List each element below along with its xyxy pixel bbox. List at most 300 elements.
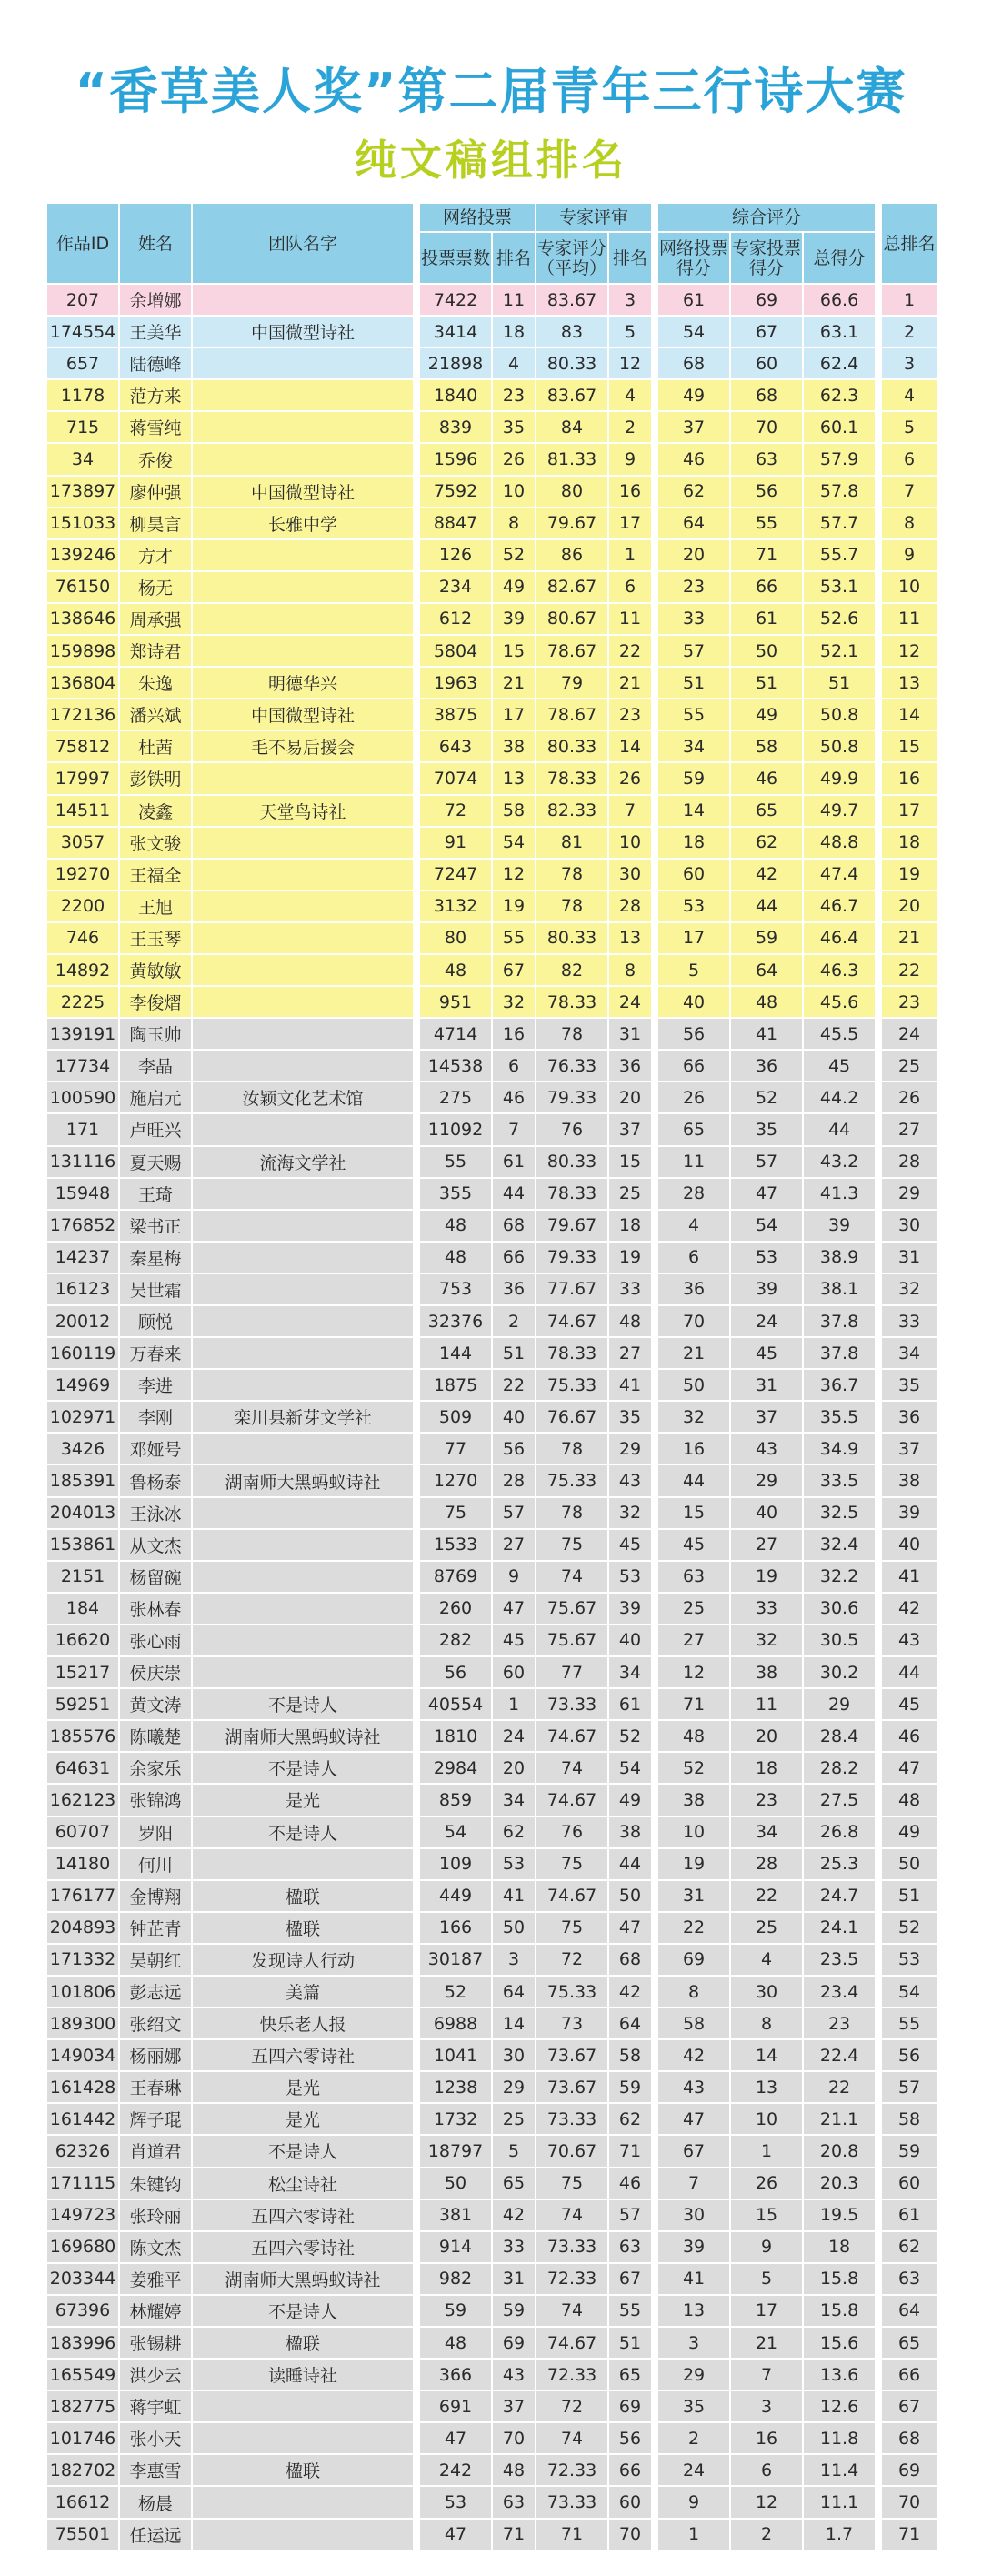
cell-id: 169680	[46, 2231, 119, 2263]
cell-expert-points: 1	[730, 2135, 803, 2167]
cell-total: 28.4	[803, 1720, 876, 1752]
cell-total: 15.8	[803, 2295, 876, 2327]
cell-expert-points: 10	[730, 2103, 803, 2135]
cell-online-score: 34	[657, 730, 730, 762]
cell-expert-rank: 33	[608, 1273, 652, 1305]
cell-online-rank: 12	[492, 859, 536, 891]
cell-id: 62326	[46, 2135, 119, 2167]
cell-team: 湖南师大黑蚂蚁诗社	[192, 1720, 414, 1752]
cell-online-rank: 59	[492, 2295, 536, 2327]
cell-name: 张玲丽	[119, 2199, 192, 2231]
cell-expert-rank: 56	[608, 2422, 652, 2454]
table-row	[46, 667, 937, 699]
cell-total: 25.3	[803, 1848, 876, 1880]
cell-online-score: 35	[657, 2390, 730, 2422]
table-row	[46, 699, 937, 730]
table-row	[46, 1178, 937, 1210]
cell-votes: 47	[419, 2422, 492, 2454]
cell-final-rank: 55	[881, 2007, 937, 2039]
cell-online-score: 54	[657, 316, 730, 347]
cell-total: 44.2	[803, 1082, 876, 1113]
cell-votes: 80	[419, 922, 492, 954]
cell-online-rank: 34	[492, 1784, 536, 1816]
cell-total: 23.4	[803, 1976, 876, 2007]
cell-expert-points: 9	[730, 2231, 803, 2263]
cell-expert-rank: 41	[608, 1369, 652, 1401]
cell-votes: 8847	[419, 508, 492, 539]
cell-id: 64631	[46, 1752, 119, 1784]
cell-votes: 7074	[419, 762, 492, 794]
cell-votes: 7247	[419, 859, 492, 891]
cell-expert-rank: 23	[608, 699, 652, 730]
cell-name: 姜雅平	[119, 2263, 192, 2295]
cell-expert-rank: 65	[608, 2359, 652, 2390]
cell-expert-score: 79.67	[536, 1210, 608, 1242]
cell-expert-score: 72.33	[536, 2359, 608, 2390]
cell-online-score: 46	[657, 443, 730, 475]
cell-online-score: 24	[657, 2454, 730, 2486]
cell-expert-points: 55	[730, 508, 803, 539]
table-row	[46, 2007, 937, 2039]
cell-online-score: 44	[657, 1464, 730, 1496]
cell-team: 是光	[192, 2071, 414, 2103]
cell-total: 30.6	[803, 1593, 876, 1625]
cell-total: 39	[803, 1210, 876, 1242]
cell-team: 是光	[192, 1784, 414, 1816]
cell-expert-score: 81	[536, 827, 608, 859]
cell-expert-points: 60	[730, 347, 803, 379]
cell-expert-rank: 31	[608, 1018, 652, 1050]
cell-final-rank: 65	[881, 2327, 937, 2359]
cell-name: 李俊熠	[119, 986, 192, 1018]
cell-online-rank: 17	[492, 699, 536, 730]
cell-id: 131116	[46, 1146, 119, 1178]
cell-expert-rank: 14	[608, 730, 652, 762]
cell-online-score: 37	[657, 411, 730, 443]
cell-expert-rank: 55	[608, 2295, 652, 2327]
cell-online-score: 33	[657, 603, 730, 635]
table-row	[46, 571, 937, 603]
cell-final-rank: 26	[881, 1082, 937, 1113]
cell-final-rank: 4	[881, 379, 937, 411]
cell-id: 67396	[46, 2295, 119, 2327]
cell-online-rank: 25	[492, 2103, 536, 2135]
cell-id: 185576	[46, 1720, 119, 1752]
cell-online-score: 43	[657, 2071, 730, 2103]
cell-team	[192, 284, 414, 316]
cell-online-score: 26	[657, 1082, 730, 1113]
cell-name: 范方来	[119, 379, 192, 411]
cell-final-rank: 44	[881, 1656, 937, 1688]
cell-final-rank: 70	[881, 2486, 937, 2518]
cell-total: 26.8	[803, 1816, 876, 1848]
cell-id: 138646	[46, 603, 119, 635]
cell-id: 149723	[46, 2199, 119, 2231]
cell-online-score: 62	[657, 476, 730, 508]
cell-online-score: 29	[657, 2359, 730, 2390]
table-row	[46, 2486, 937, 2518]
cell-total: 36.7	[803, 1369, 876, 1401]
cell-votes: 48	[419, 1242, 492, 1273]
cell-expert-points: 63	[730, 443, 803, 475]
cell-expert-rank: 66	[608, 2454, 652, 2486]
cell-expert-points: 62	[730, 827, 803, 859]
cell-online-score: 51	[657, 667, 730, 699]
table-row	[46, 1146, 937, 1178]
cell-votes: 381	[419, 2199, 492, 2231]
cell-total: 15.6	[803, 2327, 876, 2359]
cell-online-rank: 69	[492, 2327, 536, 2359]
cell-expert-rank: 54	[608, 1752, 652, 1784]
cell-expert-points: 49	[730, 699, 803, 730]
header-votes: 投票票数	[419, 232, 492, 284]
cell-online-rank: 40	[492, 1401, 536, 1433]
cell-expert-score: 73.33	[536, 2103, 608, 2135]
header-name: 姓名	[119, 203, 192, 284]
cell-final-rank: 3	[881, 347, 937, 379]
table-row	[46, 2390, 937, 2422]
cell-team	[192, 2390, 414, 2422]
cell-expert-points: 44	[730, 891, 803, 922]
cell-expert-score: 75	[536, 1912, 608, 1944]
cell-online-score: 61	[657, 284, 730, 316]
cell-name: 朱逸	[119, 667, 192, 699]
cell-team	[192, 411, 414, 443]
cell-name: 杨丽娜	[119, 2039, 192, 2071]
cell-votes: 8769	[419, 1561, 492, 1593]
cell-expert-points: 17	[730, 2295, 803, 2327]
cell-name: 陈曦楚	[119, 1720, 192, 1752]
cell-expert-points: 68	[730, 379, 803, 411]
cell-team: 松尘诗社	[192, 2168, 414, 2199]
cell-expert-points: 32	[730, 1625, 803, 1656]
cell-online-rank: 60	[492, 1656, 536, 1688]
cell-name: 罗阳	[119, 1816, 192, 1848]
table-row	[46, 347, 937, 379]
cell-votes: 11092	[419, 1113, 492, 1145]
cell-expert-rank: 70	[608, 2519, 652, 2551]
cell-final-rank: 33	[881, 1305, 937, 1337]
cell-expert-score: 83.67	[536, 284, 608, 316]
table-row	[46, 827, 937, 859]
cell-final-rank: 16	[881, 762, 937, 794]
cell-name: 从文杰	[119, 1529, 192, 1561]
cell-id: 183996	[46, 2327, 119, 2359]
cell-expert-score: 82.67	[536, 571, 608, 603]
cell-id: 746	[46, 922, 119, 954]
cell-final-rank: 45	[881, 1688, 937, 1720]
cell-final-rank: 15	[881, 730, 937, 762]
cell-online-score: 11	[657, 1146, 730, 1178]
cell-id: 2200	[46, 891, 119, 922]
cell-expert-rank: 50	[608, 1880, 652, 1912]
cell-expert-score: 78.33	[536, 986, 608, 1018]
cell-final-rank: 50	[881, 1848, 937, 1880]
cell-final-rank: 36	[881, 1401, 937, 1433]
cell-expert-score: 80.33	[536, 347, 608, 379]
cell-online-score: 66	[657, 1050, 730, 1082]
cell-online-score: 13	[657, 2295, 730, 2327]
cell-name: 廖仲强	[119, 476, 192, 508]
cell-team: 不是诗人	[192, 1752, 414, 1784]
cell-expert-score: 83.67	[536, 379, 608, 411]
cell-id: 100590	[46, 1082, 119, 1113]
cell-name: 方才	[119, 539, 192, 571]
table-row	[46, 635, 937, 667]
cell-name: 李晶	[119, 1050, 192, 1082]
cell-expert-points: 59	[730, 922, 803, 954]
cell-online-score: 49	[657, 379, 730, 411]
cell-votes: 3414	[419, 316, 492, 347]
cell-total: 63.1	[803, 316, 876, 347]
cell-online-rank: 66	[492, 1242, 536, 1273]
cell-total: 11.4	[803, 2454, 876, 2486]
cell-id: 2225	[46, 986, 119, 1018]
cell-votes: 1596	[419, 443, 492, 475]
cell-expert-points: 38	[730, 1656, 803, 1688]
cell-total: 20.8	[803, 2135, 876, 2167]
cell-expert-points: 7	[730, 2359, 803, 2390]
cell-expert-rank: 36	[608, 1050, 652, 1082]
cell-expert-rank: 59	[608, 2071, 652, 2103]
cell-online-rank: 8	[492, 508, 536, 539]
cell-expert-rank: 17	[608, 508, 652, 539]
cell-total: 53.1	[803, 571, 876, 603]
cell-name: 周承强	[119, 603, 192, 635]
cell-final-rank: 62	[881, 2231, 937, 2263]
cell-online-score: 12	[657, 1656, 730, 1688]
cell-id: 715	[46, 411, 119, 443]
header-online-group: 网络投票	[419, 203, 536, 232]
cell-votes: 753	[419, 1273, 492, 1305]
cell-expert-rank: 53	[608, 1561, 652, 1593]
cell-online-score: 40	[657, 986, 730, 1018]
cell-expert-rank: 11	[608, 603, 652, 635]
cell-expert-score: 73.67	[536, 2071, 608, 2103]
cell-votes: 914	[419, 2231, 492, 2263]
cell-id: 657	[46, 347, 119, 379]
cell-votes: 1270	[419, 1464, 492, 1496]
cell-expert-points: 13	[730, 2071, 803, 2103]
cell-online-score: 63	[657, 1561, 730, 1593]
cell-team	[192, 827, 414, 859]
table-row	[46, 1561, 937, 1593]
cell-expert-score: 78.33	[536, 1178, 608, 1210]
cell-online-rank: 62	[492, 1816, 536, 1848]
cell-id: 139246	[46, 539, 119, 571]
cell-expert-score: 70.67	[536, 2135, 608, 2167]
cell-team	[192, 1273, 414, 1305]
cell-name: 秦星梅	[119, 1242, 192, 1273]
cell-expert-score: 72.33	[536, 2263, 608, 2295]
cell-name: 乔俊	[119, 443, 192, 475]
cell-id: 136804	[46, 667, 119, 699]
cell-votes: 1533	[419, 1529, 492, 1561]
cell-team: 中国微型诗社	[192, 316, 414, 347]
cell-expert-points: 36	[730, 1050, 803, 1082]
cell-online-rank: 57	[492, 1497, 536, 1529]
cell-id: 15948	[46, 1178, 119, 1210]
cell-expert-rank: 30	[608, 859, 652, 891]
table-row	[46, 1944, 937, 1976]
cell-final-rank: 32	[881, 1273, 937, 1305]
table-row	[46, 2039, 937, 2071]
cell-total: 66.6	[803, 284, 876, 316]
cell-votes: 449	[419, 1880, 492, 1912]
cell-total: 37.8	[803, 1305, 876, 1337]
cell-online-score: 22	[657, 1912, 730, 1944]
table-row	[46, 284, 937, 316]
table-body	[46, 284, 937, 2551]
cell-final-rank: 1	[881, 284, 937, 316]
cell-name: 王琦	[119, 1178, 192, 1210]
cell-online-rank: 54	[492, 827, 536, 859]
cell-id: 16612	[46, 2486, 119, 2518]
cell-expert-points: 57	[730, 1146, 803, 1178]
cell-expert-points: 11	[730, 1688, 803, 1720]
cell-expert-points: 52	[730, 1082, 803, 1113]
cell-online-score: 30	[657, 2199, 730, 2231]
cell-online-score: 5	[657, 954, 730, 986]
cell-total: 50.8	[803, 730, 876, 762]
cell-online-rank: 43	[492, 2359, 536, 2390]
cell-expert-rank: 22	[608, 635, 652, 667]
cell-expert-rank: 34	[608, 1656, 652, 1688]
cell-expert-rank: 61	[608, 1688, 652, 1720]
cell-online-score: 52	[657, 1752, 730, 1784]
cell-online-score: 18	[657, 827, 730, 859]
cell-expert-score: 75	[536, 1529, 608, 1561]
cell-online-rank: 46	[492, 1082, 536, 1113]
cell-votes: 839	[419, 411, 492, 443]
table-row	[46, 2295, 937, 2327]
cell-expert-points: 23	[730, 1784, 803, 1816]
cell-expert-points: 8	[730, 2007, 803, 2039]
cell-expert-rank: 68	[608, 1944, 652, 1976]
cell-expert-score: 74.67	[536, 1784, 608, 1816]
cell-online-score: 47	[657, 2103, 730, 2135]
cell-team	[192, 1625, 414, 1656]
cell-final-rank: 37	[881, 1433, 937, 1464]
cell-expert-rank: 28	[608, 891, 652, 922]
cell-team: 不是诗人	[192, 1816, 414, 1848]
cell-expert-score: 74	[536, 1752, 608, 1784]
cell-id: 151033	[46, 508, 119, 539]
cell-votes: 50	[419, 2168, 492, 2199]
cell-expert-points: 21	[730, 2327, 803, 2359]
cell-expert-points: 29	[730, 1464, 803, 1496]
cell-total: 43.2	[803, 1146, 876, 1178]
cell-final-rank: 6	[881, 443, 937, 475]
cell-total: 49.9	[803, 762, 876, 794]
cell-name: 蒋雪纯	[119, 411, 192, 443]
cell-expert-points: 42	[730, 859, 803, 891]
cell-id: 3426	[46, 1433, 119, 1464]
cell-votes: 2984	[419, 1752, 492, 1784]
cell-team	[192, 2422, 414, 2454]
cell-online-rank: 5	[492, 2135, 536, 2167]
cell-expert-score: 79.33	[536, 1082, 608, 1113]
cell-id: 161428	[46, 2071, 119, 2103]
cell-name: 李刚	[119, 1401, 192, 1433]
cell-expert-score: 75.33	[536, 1369, 608, 1401]
cell-expert-rank: 49	[608, 1784, 652, 1816]
cell-expert-points: 70	[730, 411, 803, 443]
cell-team	[192, 922, 414, 954]
cell-team	[192, 571, 414, 603]
cell-online-score: 60	[657, 859, 730, 891]
cell-total: 13.6	[803, 2359, 876, 2390]
cell-expert-points: 56	[730, 476, 803, 508]
cell-final-rank: 21	[881, 922, 937, 954]
cell-votes: 282	[419, 1625, 492, 1656]
cell-final-rank: 59	[881, 2135, 937, 2167]
cell-expert-points: 30	[730, 1976, 803, 2007]
cell-team	[192, 1369, 414, 1401]
cell-votes: 166	[419, 1912, 492, 1944]
cell-online-rank: 21	[492, 667, 536, 699]
cell-id: 1178	[46, 379, 119, 411]
cell-id: 189300	[46, 2007, 119, 2039]
cell-total: 18	[803, 2231, 876, 2263]
cell-votes: 144	[419, 1337, 492, 1369]
table-row	[46, 1018, 937, 1050]
table-row	[46, 1976, 937, 2007]
cell-name: 邓娅号	[119, 1433, 192, 1464]
cell-team	[192, 954, 414, 986]
cell-team: 长雅中学	[192, 508, 414, 539]
cell-online-score: 39	[657, 2231, 730, 2263]
cell-expert-points: 12	[730, 2486, 803, 2518]
cell-expert-rank: 9	[608, 443, 652, 475]
cell-votes: 1875	[419, 1369, 492, 1401]
cell-team: 不是诗人	[192, 1688, 414, 1720]
cell-name: 王春琳	[119, 2071, 192, 2103]
cell-total: 41.3	[803, 1178, 876, 1210]
cell-name: 王玉琴	[119, 922, 192, 954]
table-row	[46, 2327, 937, 2359]
cell-final-rank: 41	[881, 1561, 937, 1593]
cell-team	[192, 1433, 414, 1464]
cell-total: 45.6	[803, 986, 876, 1018]
cell-team: 发现诗人行动	[192, 1944, 414, 1976]
cell-total: 38.9	[803, 1242, 876, 1273]
cell-expert-points: 25	[730, 1912, 803, 1944]
cell-name: 黄文涛	[119, 1688, 192, 1720]
cell-final-rank: 42	[881, 1593, 937, 1625]
cell-expert-rank: 58	[608, 2039, 652, 2071]
cell-final-rank: 57	[881, 2071, 937, 2103]
cell-name: 杨晨	[119, 2486, 192, 2518]
cell-total: 11.1	[803, 2486, 876, 2518]
cell-name: 王泳冰	[119, 1497, 192, 1529]
cell-expert-rank: 71	[608, 2135, 652, 2167]
cell-online-rank: 39	[492, 603, 536, 635]
table-row	[46, 2519, 937, 2551]
cell-total: 52.1	[803, 635, 876, 667]
cell-expert-score: 73.67	[536, 2039, 608, 2071]
cell-expert-points: 33	[730, 1593, 803, 1625]
cell-expert-points: 67	[730, 316, 803, 347]
cell-votes: 242	[419, 2454, 492, 2486]
cell-expert-rank: 62	[608, 2103, 652, 2135]
cell-online-rank: 42	[492, 2199, 536, 2231]
cell-votes: 982	[419, 2263, 492, 2295]
cell-team	[192, 1050, 414, 1082]
cell-expert-rank: 38	[608, 1816, 652, 1848]
table-row	[46, 1082, 937, 1113]
cell-expert-points: 47	[730, 1178, 803, 1210]
